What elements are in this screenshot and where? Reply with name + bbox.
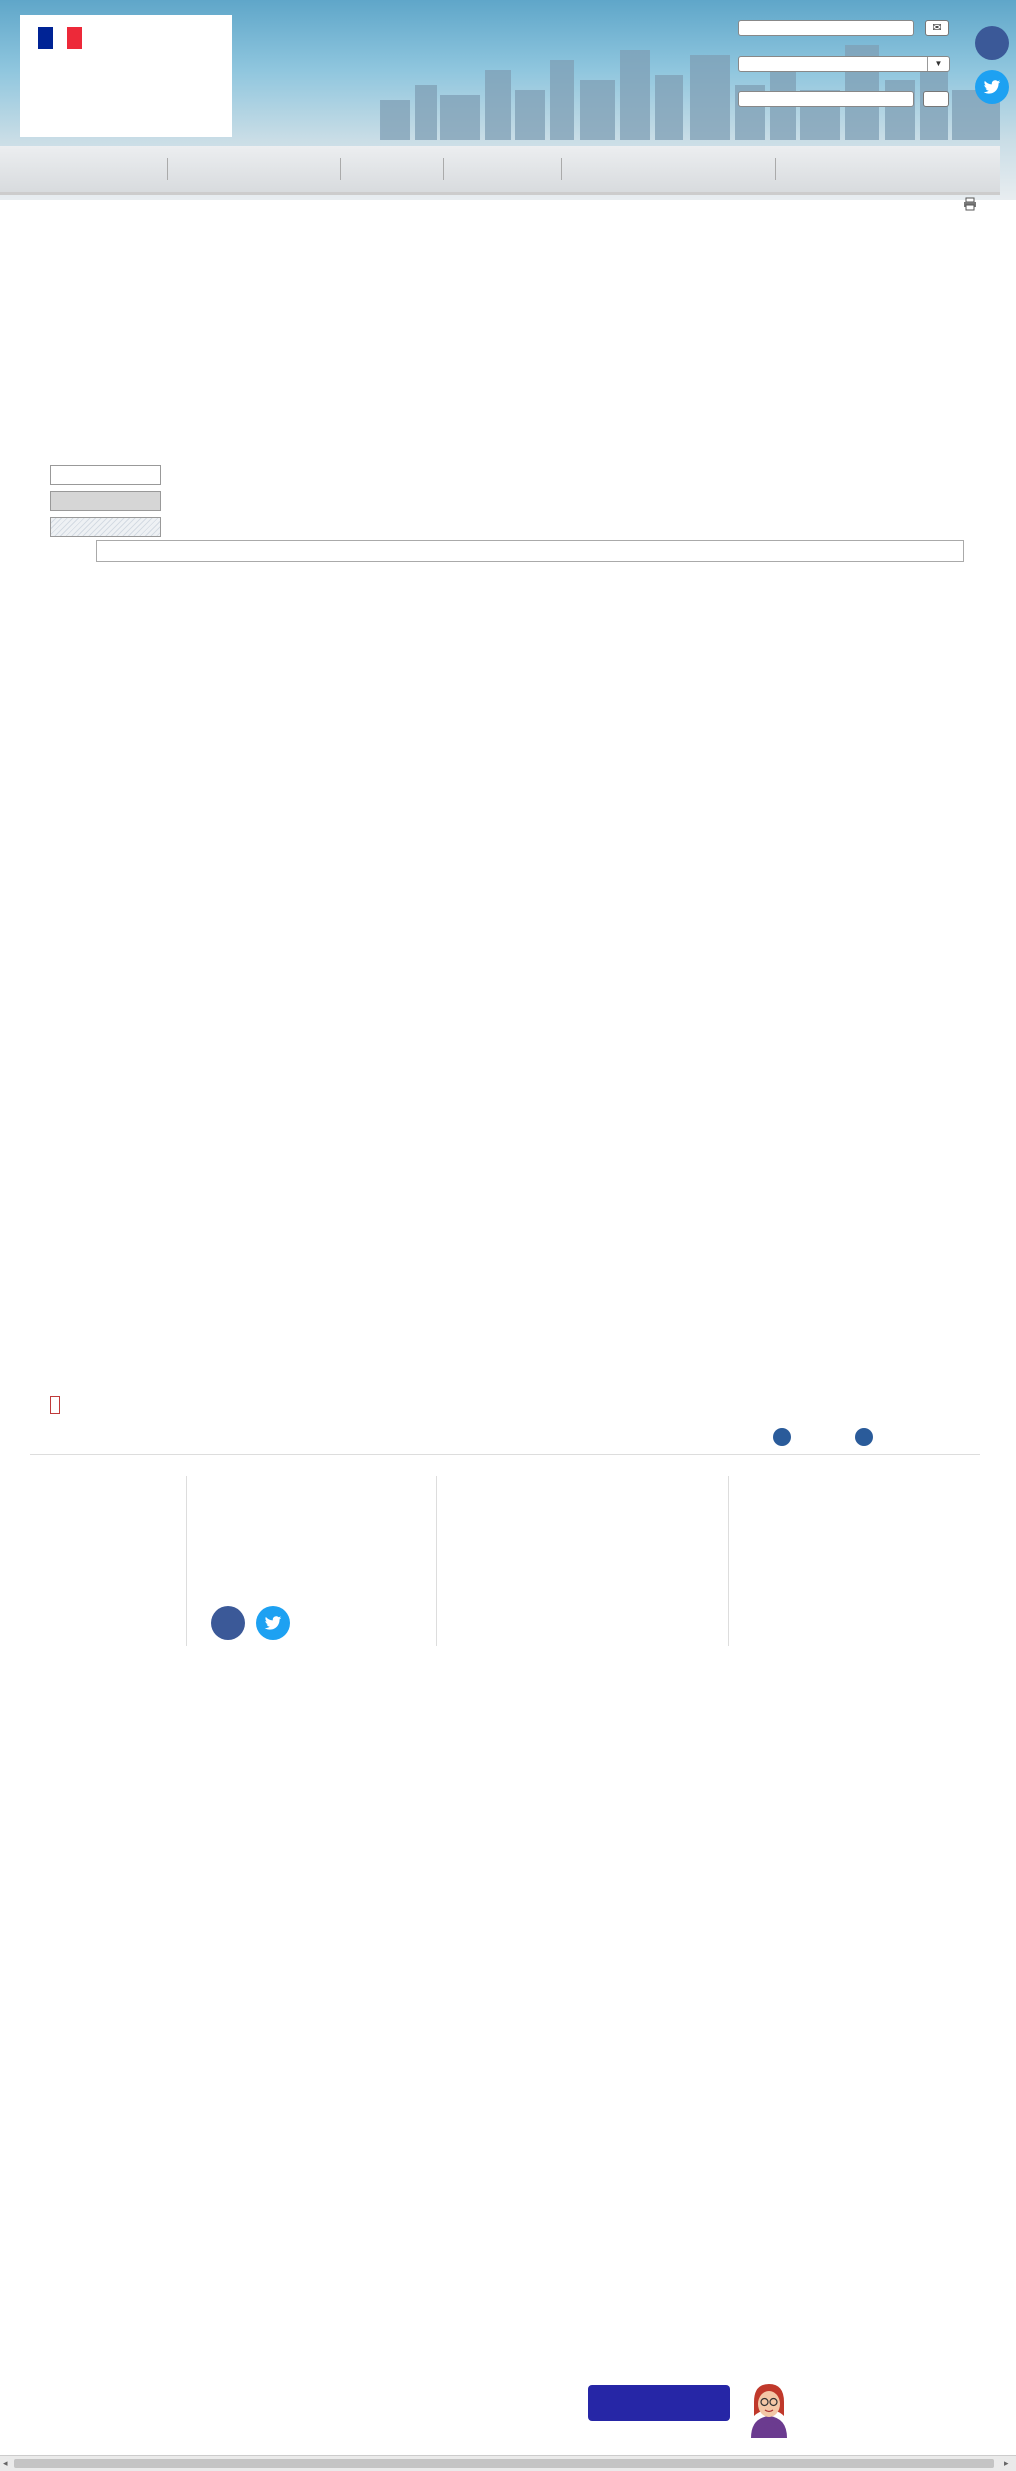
chat-assistant-avatar-icon[interactable] [745,2380,793,2438]
print-icon[interactable] [963,197,977,211]
nav-separator [167,158,168,180]
nav-separator [443,158,444,180]
french-flag-icon [38,27,82,49]
week-title [96,540,964,562]
footer-separator [436,1476,437,1646]
footer-twitter-icon[interactable] [256,1606,290,1640]
mail-icon[interactable]: ✉ [925,20,949,36]
search-input[interactable] [738,91,914,107]
nav-divider [0,192,1000,195]
nav-separator [340,158,341,180]
legend-non-reservable-swatch [50,517,161,537]
footer-facebook-icon[interactable] [211,1606,245,1640]
search-ok-button[interactable] [923,91,949,107]
help-contacts-link[interactable] [773,1428,796,1446]
main-navigation [0,146,1000,192]
info-icon [855,1428,873,1446]
facebook-icon[interactable] [975,26,1009,60]
skyline-illustration [380,40,1000,140]
scroll-right-icon[interactable]: ▸ [1004,2458,1009,2468]
contacts-field[interactable] [738,20,914,36]
horizontal-scrollbar[interactable] [0,2455,1016,2471]
content-divider [30,1454,980,1455]
nav-separator [775,158,776,180]
scrollbar-thumb[interactable] [14,2459,994,2468]
first-free-slot-button[interactable] [50,1396,60,1414]
footer-separator [728,1476,729,1646]
footer [0,1468,1000,1658]
twitter-icon[interactable] [975,70,1009,104]
scroll-left-icon[interactable]: ◂ [3,2458,8,2468]
legend-libre-swatch [50,465,161,485]
nav-separator [561,158,562,180]
legend-complet-swatch [50,491,161,511]
region-sites-select[interactable] [738,56,950,72]
chat-question-button[interactable] [588,2385,730,2421]
help-online-link[interactable] [855,1428,878,1446]
chevron-down-icon: ▼ [927,57,949,71]
prefecture-logo[interactable] [20,15,232,137]
info-icon [773,1428,791,1446]
footer-separator [186,1476,187,1646]
